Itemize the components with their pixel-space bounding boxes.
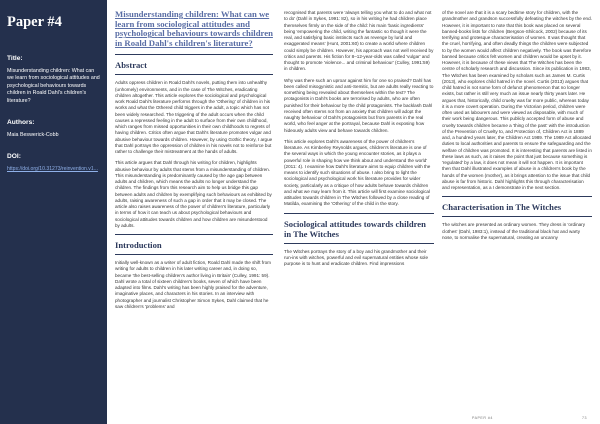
characterisation-heading: Characterisation in The Witches [442,202,562,213]
column-1 [115,10,273,315]
sociological-attitudes-heading: Sociological attitudes towards children in The Witches [284,218,426,239]
column-3 [442,10,592,246]
authors-label: Authors: [7,119,35,127]
divider [115,254,273,255]
body-paragraph: The witches are presented as ordinary women. They dress in 'ordinary clothes' (Dahl, 1983:1), instead of the traditional black hat and warty nose, to normalise the supernatural, creating an uncanny [442,222,586,240]
authors-text: Maia Beswerick-Cobb [7,132,59,139]
article-title[interactable]: Misunderstanding children: What can we learn from sociological attitudes and psychological behaviours towards children in Roald Dahl's children's literature? [115,9,273,48]
title-text: Misunderstanding children: What can we learn from sociological attitudes and psychological behaviours towards children in Roald Dahl's children's literature? [7,68,100,104]
paper-number-label: Paper #4 [7,14,62,30]
abstract-heading: Abstract [115,60,147,71]
doi-label: DOI: [7,153,21,161]
divider [442,216,592,217]
body-paragraph: The Witches portrays the story of a boy and his grandmother and their run-ins with witches, powerful and evil supernatural entities whose sole purpose is to hunt and eradicate children. Find impressions [284,248,429,266]
page-number: 73 [582,416,587,420]
abstract-paragraph: Adults oppress children in Roald Dahl's novels, putting them into unhealthy (unhomely) environments, and in the case of The Witches, eradicating children altogether. This article explores the sociological and psychological work Roald Dahl's literature performs through the 'Othering' of children in his works and what the Othered child triggers in the adult, a topic which has not been widely researched. The triggering of the adult occurs when the child causes a repressed feeling in the adult to surface from their own childhood, which ranges from missed opportunities in their own childhoods to regrets of having children. Critics often argue that Dahl's literature promotes vulgar and abusive behaviour towards children. However, by using Gothic theory, I argue that Dahl portrays the oppression of children in his novels not to reinforce but rather to challenge their mistreatment at the hands of adults. [115,80,273,155]
divider [115,234,273,235]
divider [115,54,273,55]
column-2 [284,10,434,272]
introduction-heading: Introduction [115,240,162,251]
footer-journal: PAPER #4 [472,416,493,420]
divider [284,243,434,244]
sidebar [0,0,107,424]
body-paragraph: Why was there such an uproar against him for one so praised? Dahl has been called misogynistic and anti-Semitic, but are adults really reacting to something being revealed about themselves within the text? The protagonists in Dahl's books are terrorised by adults, who are often punished for their behaviour by the child protagonists. The backlash Dahl received often stems not from an anxiety that children will adopt the naughty behaviour of Dahl's protagonists but from parents in the real world, who feel anger at the portrayal, because Dahl is exposing how hideously adults view and behave towards children. [284,77,434,133]
body-paragraph: of the novel are that it is a scary bedtime story for children, with the grandmother and grandson successfully defeating the witches by the end. However, it is important to note that this book was placed on several banned-books lists for children (Bergson-Shilcock, 2002) because of its terrifying and grotesque characterisation of women. It was thought that the cruel, horrifying, and often deadly things the children were subjected to by the women would affect children negatively. The book was therefore banned because critics felt women and children would be upset by it. However, it is because of these views that The Witches has been the centre of scholarly research and discussion. Since its publication in 1983, The Witches has been examined by scholars such as James M. Curtis (2013), who explores child hatred in the novel. Curtis (2013) argues that child hatred is not some form of defunct phenomenon that no longer exists, but rather is still very much an issue nearly thirty years later. He argues that, historically, child cruelty was far more public, whereas today it is a more covert operation. During the Victorian period, children were often used as labourers and were viewed as disposable, with much of their work being dangerous. This publicly accepted form of abuse and cruelty towards children became a 'thing of the past' with the introduction of the Prevention of Cruelty to, and Protection of, Children Act in 1889 and, a hundred years later, the Children Act 1989. The 1989 Act allocated duties to local authorities and parents to ensure the safeguarding and the welfare of children was promoted. It is interesting that parents are listed in these laws as such, as it raises the point that just because something is 'regulated' by a law, it does not mean it will not happen. It is important then that Dahl illustrated examples of abuse in a children's book by the hands of the women (mother), as it brings attention to the issue that child abuse is far from historic. Dahl highlights this through characterisation and representation, as a I demonstrate in the next section. [442,10,592,190]
abstract-paragraph: This article argues that Dahl through his writing for children, highlights abusive behaviour by adults that stems from a misunderstanding of children. This misunderstanding is predominantly caused by the age gap between adults and children, which means the adults no longer understand the children. The findings from this research aim to help us bridge this gap between adults and children by exemplifying such behaviours as exhibited by adults, raising awareness of such a gap in order that it may be closed. The article also raises awareness of the power of children's literature, particularly in terms of how it can teach us about psychological behaviours and sociological attitudes towards children and how children are misunderstood by adults. [115,160,272,228]
doi-link[interactable]: https://doi.org/10.31273/reinvention.v1... [7,166,98,173]
body-paragraph: recognised that parents were 'always telling you what to do and what not to do' (Dahl in Sykes, 1991: 82), so in his writing he had children place themselves firmly on the side of the child: his main 'basic ingredients' being 'empowering the child, writing the fantastic so though it were the real, and satisfying basic instincts such as revenge by lurid and exaggerated means' (Hunt, 2001:60) to create a world where children could simply be children. However, his approach was not well received by critics and parents. His fiction for 8–12-year-olds was called 'vulgar' and thought to promote 'violence... and criminal behaviour' (Culley, 1991:59) in children. [284,10,434,72]
divider [442,196,592,197]
title-label: Title: [7,55,23,62]
introduction-paragraph: Initially well-known as a writer of adult fiction, Roald Dahl made the shift from writing for adults to children in his later writing career and, in doing so, became 'the best-selling children's author living in Britain' (Culley, 1991: 59). Dahl wrote a total of sixteen children's books, seven of which have been adapted into films. Dahl's writing has been highly praised for the adventure, imaginative places, and characters in his stories. In an interview with photographer and journalist Christopher Simon Sykes, Dahl claimed that he saw children's 'problems' and [115,260,271,309]
divider [115,74,273,75]
body-paragraph: This article explores Dahl's awareness of the power of children's literature. As Kimberley Reynolds argues, children's literature is one of the several ways in which the young encounter stories, as it plays a powerful role in shaping how we think about and understand the world' (2011: 4). I examine how Dahl's literature aims to equip children with the means to identify such situations of abuse. I also bring to light the sociological and psychological work his literature provides for wider society, particularly as a critique of how adults behave towards children and what we may learn from it. This article will first examine sociological attitudes towards children in The Witches followed by a close reading of Matilda, examining the 'Othering' of the child in the story. [284,138,431,207]
divider [284,213,434,214]
